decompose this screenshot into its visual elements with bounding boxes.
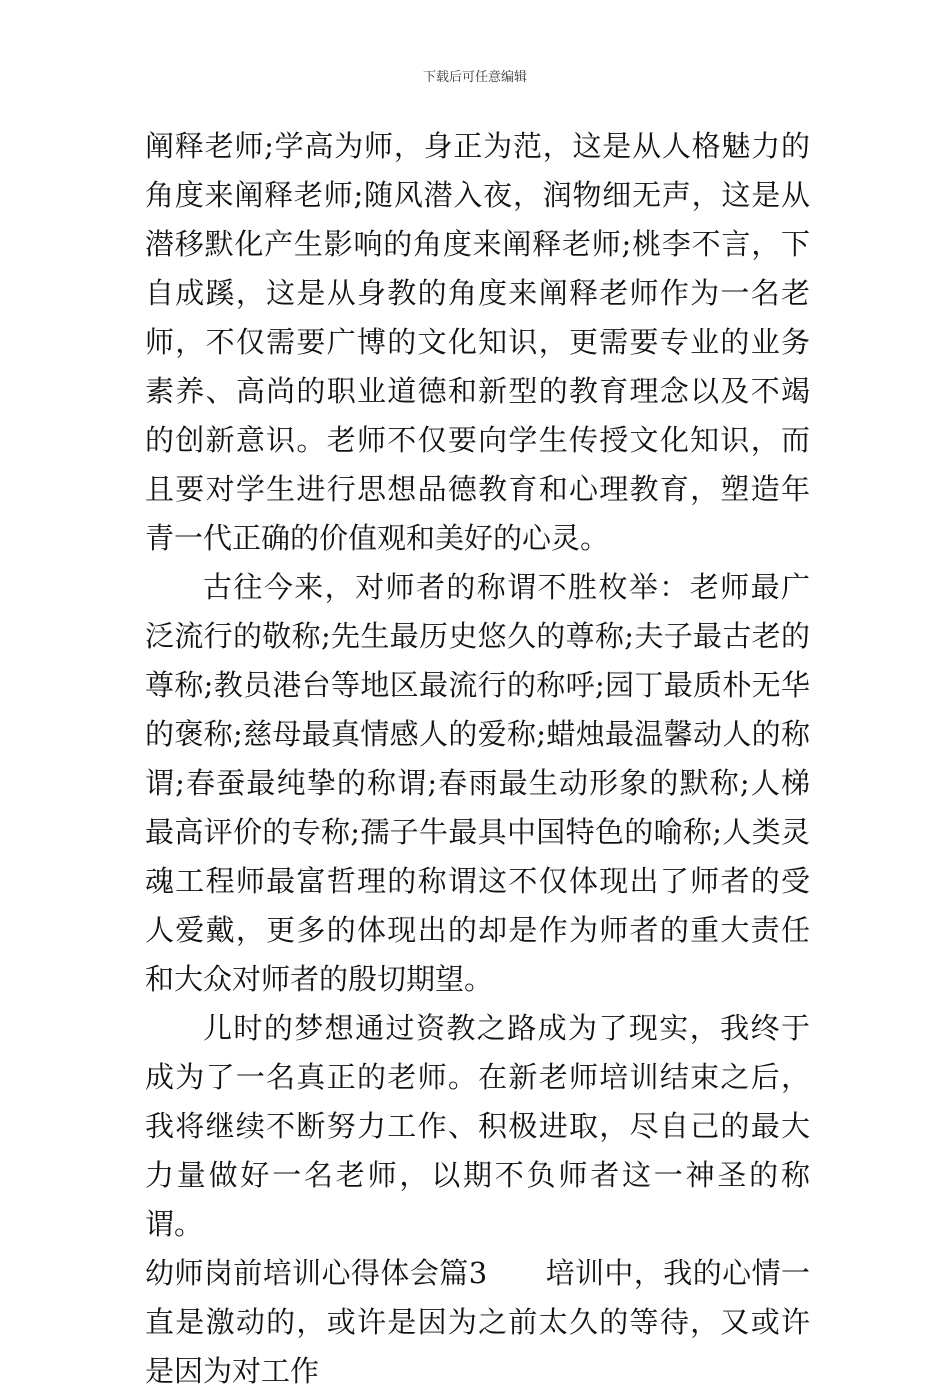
page-header-note: 下载后可任意编辑 bbox=[422, 70, 527, 85]
section-heading: 幼师岗前培训心得体会篇3 bbox=[145, 1256, 488, 1290]
paragraph-1: 阐释老师;学高为师，身正为范，这是从人格魅力的角度来阐释老师;随风潜入夜，润物细无声，这是从潜移默化产生影响的角度来阐释老师;桃李不言，下自成蹊，这是从身教的角度来阐释老师作为一名老师，不仅需要广博的文化知识，更需要专业的业务素养、高尚的职业道德和新型的教育理念以及不竭的创新意识。老师不仅要向学生传授文化知识，而且要对学生进行思想品德教育和心理教育，塑造年青一代正确的价值观和美好的心灵。 bbox=[145, 129, 810, 555]
paragraph-4: 培训中，我的心情一直是激动的，或许是因为之前太久的等待，又或许是因为对工作 bbox=[145, 1256, 810, 1388]
section-paragraph bbox=[145, 1249, 810, 1396]
paragraph-2: 古往今来，对师者的称谓不胜枚举：老师最广泛流行的敬称;先生最历史悠久的尊称;夫子最古老的尊称;教员港台等地区最流行的称呼;园丁最质朴无华的褒称;慈母最真情感人的爱称;蜡烛最温馨动人的称谓;春蚕最纯挚的称谓;春雨最生动形象的默称;人梯最高评价的专称;孺子牛最具中国特色的喻称;人类灵魂工程师最富哲理的称谓这不仅体现出了师者的受人爱戴，更多的体现出的却是作为师者的重大责任和大众对师者的殷切期望。 bbox=[145, 570, 810, 996]
document-body bbox=[145, 122, 810, 1396]
paragraph-3: 儿时的梦想通过资教之路成为了现实，我终于成为了一名真正的老师。在新老师培训结束之后，我将继续不断努力工作、积极进取，尽自己的最大力量做好一名老师，以期不负师者这一神圣的称谓。 bbox=[145, 1011, 810, 1241]
